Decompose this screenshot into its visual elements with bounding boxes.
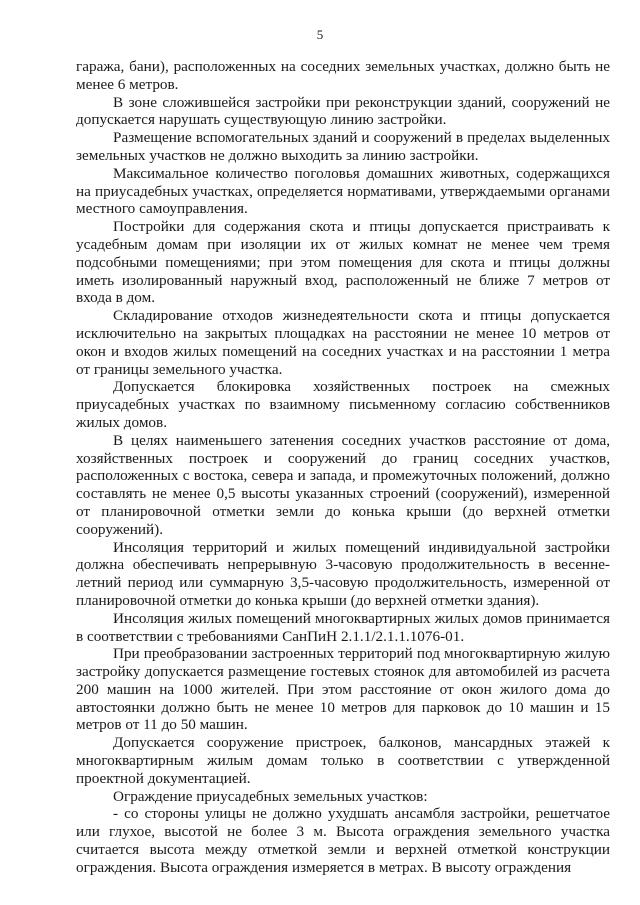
paragraph: Инсоляция территорий и жилых помещений индивидуальной застройки должна обеспечивать непрерывную 3-часовую продолжительность в весенне-летний период или суммарную 3,5-часовую продолжительность, измеренной от планировочной отметки до конька крыши (до верхней отметки здания). [76,538,610,609]
paragraph: В целях наименьшего затенения соседних участков расстояние от дома, хозяйственных построек и сооружений до границ соседних участков, расположенных с востока, севера и запада, и промежуточных положений, должно составлять не менее 0,5 высоты указанных строений (сооружений), измеренной от планировочной отметки земли до конька крыши (до верхней отметки сооружений). [76,431,610,538]
paragraph: - со стороны улицы не должно ухудшать ансамбля застройки, решетчатое или глухое, высотой не более 3 м. Высота ограждения земельного участка считается высота между отметкой земли и верхней отметкой конструкции ограждения. Высота ограждения измеряется в метрах. В высоту ограждения [76,805,610,876]
paragraph: В зоне сложившейся застройки при реконструкции зданий, сооружений не допускается нарушать существующую линию застройки. [76,93,610,129]
paragraph: Допускается блокировка хозяйственных построек на смежных приусадебных участках по взаимному письменному согласию собственников жилых домов. [76,378,610,431]
paragraph: Инсоляция жилых помещений многоквартирных жилых домов принимается в соответствии с требованиями СанПиН 2.1.1/2.1.1.1076-01. [76,609,610,645]
document-body [76,58,610,877]
paragraph: Максимальное количество поголовья домашних животных, содержащихся на приусадебных участках, определяется нормативами, утверждаемыми органами местного самоуправления. [76,164,610,218]
paragraph: Размещение вспомогательных зданий и сооружений в пределах выделенных земельных участков не должно выходить за линию застройки. [76,129,610,164]
paragraph: Допускается сооружение пристроек, балконов, мансардных этажей к многоквартирным жилым домам только в соответствии с утвержденной проектной документацией. [76,734,610,787]
page-number: 5 [316,27,324,42]
paragraph: Складирование отходов жизнедеятельности скота и птицы допускается исключительно на закрытых площадках на расстоянии не менее 10 метров от окон и входов жилых помещений на соседних участках и на расстоянии 1 метра от границы земельного участка. [76,307,610,378]
paragraph: гаража, бани), расположенных на соседних земельных участках, должно быть не менее 6 метров. [76,58,610,93]
paragraph: Ограждение приусадебных земельных участков: [113,787,428,805]
paragraph: Постройки для содержания скота и птицы допускается пристраивать к усадебным домам при изоляции их от жилых комнат не менее чем тремя подсобными помещениями; при этом помещения для скота и птицы должны иметь изолированный наружный вход, расположенный не ближе 7 метров от входа в дом. [76,218,610,307]
paragraph: При преобразовании застроенных территорий под многоквартирную жилую застройку допускается размещение гостевых стоянок для автомобилей из расчета 200 машин на 1000 жителей. При этом расстояние от окон жилого дома до автостоянки должно быть не менее 10 метров для парковок до 10 машин и 15 метров от 11 до 50 машин. [76,645,610,734]
